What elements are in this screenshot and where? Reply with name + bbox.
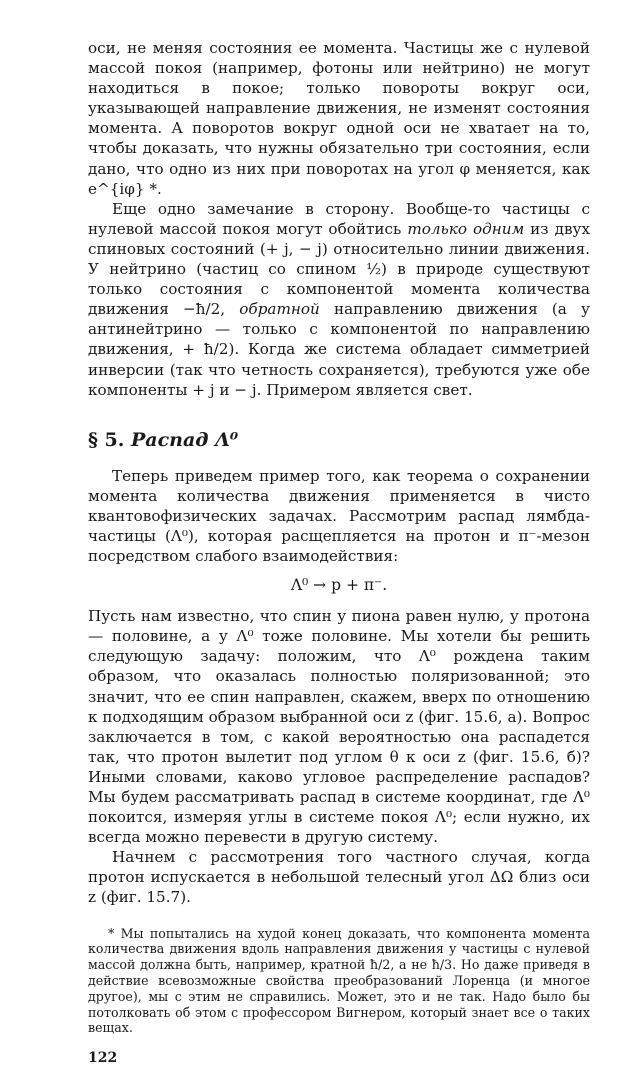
section-number: § 5.: [88, 428, 125, 451]
section-title: Распад Λ⁰: [131, 428, 239, 451]
page-number: 122: [88, 1050, 118, 1066]
paragraph-2: [88, 199, 590, 400]
paragraph-2-emphasis-opposite: обратной: [239, 300, 320, 319]
paragraph-2-text-a: Еще одно замечание в сторону. Вообще-то частицы с нулевой массой покоя могут обойтись: [88, 199, 590, 238]
paragraph-4: Пусть нам известно, что спин у пиона равен нулю, у протона — половине, а у Λ⁰ тоже половине. Мы хотели бы решить следующую задачу: положим, что Λ⁰ рождена таким образом, что оказалась полностью поляризованной; это значит, что ее спин направлен, скажем, вверх по отношению к подходящим образом выбранной оси z (фиг. 15.6, а). Вопрос заключается в том, с какой вероятностью она распадется так, что протон вылетит под углом θ к оси z (фиг. 15.6, б)? Иными словами, каково угловое распределение распадов? Мы будем рассматривать распад в системе координат, где Λ⁰ покоится, измеряя углы в системе покоя Λ⁰; если нужно, их всегда можно перевести в другую систему.: [88, 607, 590, 847]
paragraph-1: оси, не меняя состояния ее момента. Частицы же с нулевой массой покоя (например, фотоны или нейтрино) не могут находиться в покое; только повороты вокруг оси, указывающей направление движения, не изменят состояния момента. А поворотов вокруг одной оси не хватает на то, чтобы доказать, что нужны обязательно три состояния, если дано, что одно из них при поворотах на угол φ меняется, как e^{iφ} *.: [88, 39, 590, 198]
decay-formula: Λ⁰ → p + π⁻.: [290, 576, 388, 595]
footnote: * Мы попытались на худой конец доказать, что компонента момента количества движения вдоль направления движения у частицы с нулевой массой должна быть, например, кратной ħ/2, а не ħ/3. Но даже приведя в действие всевозможные свойства преобразований Лоренца (и многое другое), мы с этим не справились. Может, это и не так. Надо было бы потолковать об этом с профессором Вигнером, который знает все о таких вещах.: [88, 925, 590, 1036]
paragraph-2-text-c: направлению движения (а у антинейтрино — только с компонентой по направлению движения, + ħ/2). Когда же система обладает симметрией инверсии (так что четность сохраняется), требуются уже обе компоненты + j и − j. Примером является свет.: [88, 300, 590, 399]
paragraph-2-emphasis-only-one: только одним: [407, 219, 525, 238]
book-page: [88, 38, 590, 1066]
paragraph-2-text-b: из двух спиновых состояний (+ j, − j) относительно линии движения. У нейтрино (частиц со спином ½) в природе существуют только состояния с компонентой момента количества движения −ħ/2,: [88, 219, 591, 319]
section-heading: [88, 428, 590, 452]
paragraph-3: Теперь приведем пример того, как теорема о сохранении момента количества движения применяется в чисто квантовофизических задачах. Рассмотрим распад лямбда-частицы (Λ⁰), которая расщепляется на протон и π⁻-мезон посредством слабого взаимодействия:: [88, 466, 590, 566]
paragraph-5: Начнем с рассмотрения того частного случая, когда протон испускается в небольшой телесный угол ΔΩ близ оси z (фиг. 15.7).: [88, 848, 590, 907]
